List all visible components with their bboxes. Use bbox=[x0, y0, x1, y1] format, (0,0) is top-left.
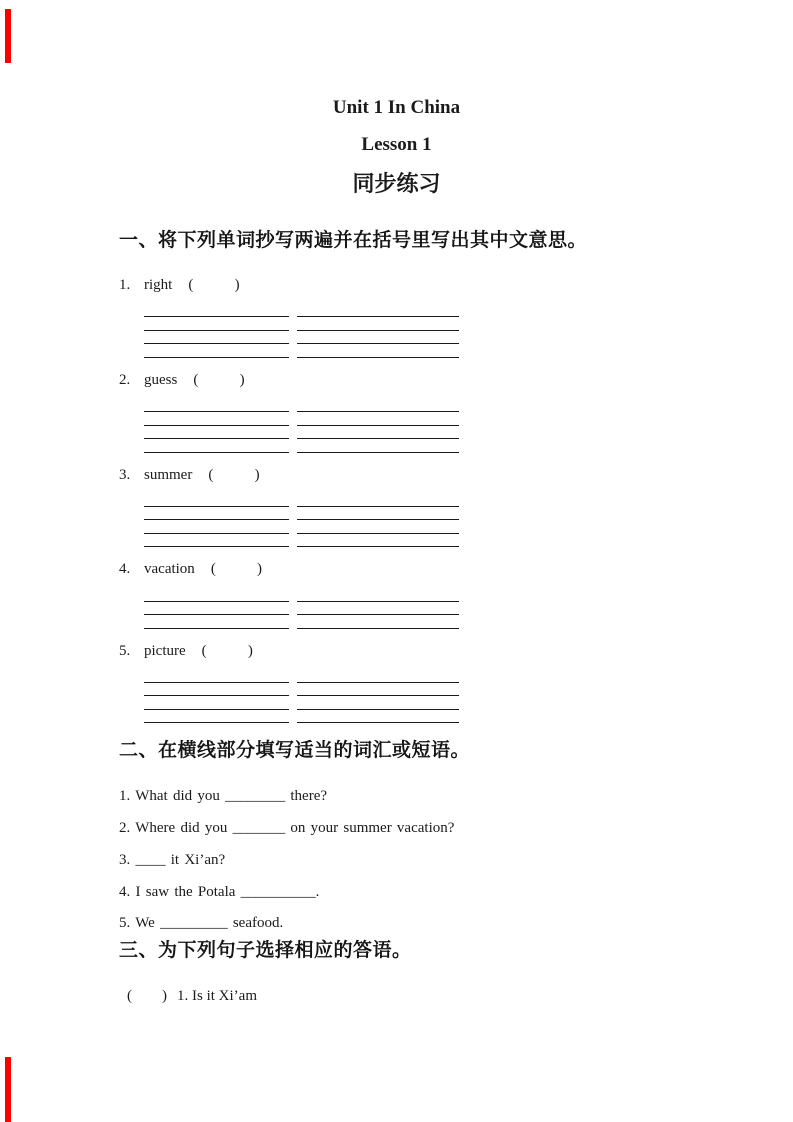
word-item-number: 3. bbox=[119, 466, 131, 483]
word-item-word: summer bbox=[144, 466, 193, 483]
red-edge-mark-bottom bbox=[5, 1057, 11, 1122]
writing-line bbox=[144, 304, 289, 318]
writing-line-row bbox=[144, 507, 679, 521]
word-item-brackets: ( ) bbox=[208, 466, 260, 483]
writing-line bbox=[297, 696, 459, 710]
writing-line bbox=[297, 399, 459, 413]
writing-line bbox=[297, 602, 459, 616]
word-item-number: 1. bbox=[119, 277, 131, 293]
word-item-picture bbox=[119, 644, 679, 660]
writing-line-row bbox=[144, 602, 679, 616]
writing-line bbox=[144, 412, 289, 426]
writing-line bbox=[144, 439, 289, 453]
writing-line bbox=[144, 331, 289, 345]
writing-line bbox=[297, 317, 459, 331]
writing-line bbox=[144, 669, 289, 683]
writing-line bbox=[144, 696, 289, 710]
writing-grid bbox=[144, 304, 679, 358]
fill-blank-sentence-2: 2. Where did you _______ on your summer vacation? bbox=[119, 820, 455, 836]
writing-line bbox=[144, 588, 289, 602]
writing-line bbox=[297, 331, 459, 345]
choice-text: 1. Is it Xi’am bbox=[177, 988, 257, 1004]
section-one-heading: 一、将下列单词抄写两遍并在括号里写出其中文意思。 bbox=[119, 230, 588, 251]
unit-title: Unit 1 In China bbox=[332, 97, 461, 118]
word-item-brackets: ( ) bbox=[210, 561, 263, 578]
writing-line bbox=[297, 588, 459, 602]
writing-grid bbox=[144, 669, 679, 723]
section-three-heading: 三、为下列句子选择相应的答语。 bbox=[119, 940, 412, 961]
writing-line bbox=[144, 426, 289, 440]
writing-line bbox=[297, 669, 459, 683]
writing-line bbox=[144, 683, 289, 697]
writing-line-row bbox=[144, 669, 679, 683]
writing-line-row bbox=[144, 344, 679, 358]
word-item-number: 2. bbox=[119, 371, 131, 388]
word-item-number: 4. bbox=[119, 561, 131, 578]
writing-line-row bbox=[144, 534, 679, 548]
writing-line bbox=[297, 426, 459, 440]
word-item-number: 5. bbox=[119, 642, 131, 659]
word-item-brackets: ( ) bbox=[188, 277, 240, 293]
fill-blank-sentence-4: 4. I saw the Potala __________. bbox=[119, 883, 320, 900]
choice-brackets: ( ) bbox=[127, 988, 167, 1004]
writing-line bbox=[144, 344, 289, 358]
writing-line bbox=[144, 710, 289, 724]
fill-blank-sentence-3: 3. ____ it Xi’an? bbox=[119, 851, 226, 868]
writing-line bbox=[297, 412, 459, 426]
writing-line bbox=[144, 520, 289, 534]
word-item-brackets: ( ) bbox=[201, 642, 253, 659]
fill-blank-sentence-1: 1. What did you ________ there? bbox=[119, 788, 328, 805]
writing-line-row bbox=[144, 412, 679, 426]
writing-line-row bbox=[144, 520, 679, 534]
writing-line bbox=[297, 507, 459, 521]
word-item-word: picture bbox=[144, 642, 186, 659]
writing-line bbox=[144, 317, 289, 331]
word-item-word: vacation bbox=[144, 561, 195, 578]
writing-line bbox=[297, 534, 459, 548]
word-item-word: right bbox=[144, 277, 173, 293]
red-edge-mark-top bbox=[5, 9, 11, 63]
writing-grid bbox=[144, 588, 679, 629]
writing-line-row bbox=[144, 439, 679, 453]
writing-line-row bbox=[144, 331, 679, 345]
writing-line bbox=[144, 507, 289, 521]
writing-line bbox=[297, 439, 459, 453]
writing-line bbox=[144, 534, 289, 548]
writing-line bbox=[144, 615, 289, 629]
writing-line-row bbox=[144, 683, 679, 697]
writing-line-row bbox=[144, 615, 679, 629]
writing-grid bbox=[144, 493, 679, 547]
writing-line-row bbox=[144, 493, 679, 507]
fill-blank-sentence-5: 5. We _________ seafood. bbox=[119, 915, 284, 932]
writing-line-row bbox=[144, 696, 679, 710]
writing-line bbox=[144, 602, 289, 616]
writing-line bbox=[297, 683, 459, 697]
writing-line bbox=[297, 344, 459, 358]
title-block bbox=[0, 0, 793, 195]
word-item-vacation bbox=[119, 562, 679, 578]
writing-line bbox=[297, 493, 459, 507]
writing-line bbox=[297, 710, 459, 724]
word-item-right bbox=[119, 278, 679, 294]
writing-line bbox=[144, 493, 289, 507]
writing-line bbox=[144, 399, 289, 413]
writing-line bbox=[297, 520, 459, 534]
writing-line-row bbox=[144, 304, 679, 318]
writing-line-row bbox=[144, 399, 679, 413]
page-content bbox=[119, 231, 679, 1005]
writing-line-row bbox=[144, 588, 679, 602]
writing-line-row bbox=[144, 317, 679, 331]
writing-grid bbox=[144, 399, 679, 453]
writing-line-row bbox=[144, 426, 679, 440]
word-item-summer bbox=[119, 468, 679, 484]
lesson-subtitle: Lesson 1 bbox=[361, 134, 432, 155]
word-item-word: guess bbox=[144, 371, 178, 388]
answer-choice-line bbox=[127, 989, 679, 1005]
section-two-heading: 二、在横线部分填写适当的词汇或短语。 bbox=[119, 740, 471, 762]
writing-line bbox=[297, 304, 459, 318]
word-item-guess bbox=[119, 373, 679, 389]
word-item-brackets: ( ) bbox=[193, 371, 245, 388]
writing-line bbox=[297, 615, 459, 629]
worksheet-title: 同步练习 bbox=[352, 171, 441, 196]
writing-line-row bbox=[144, 710, 679, 724]
